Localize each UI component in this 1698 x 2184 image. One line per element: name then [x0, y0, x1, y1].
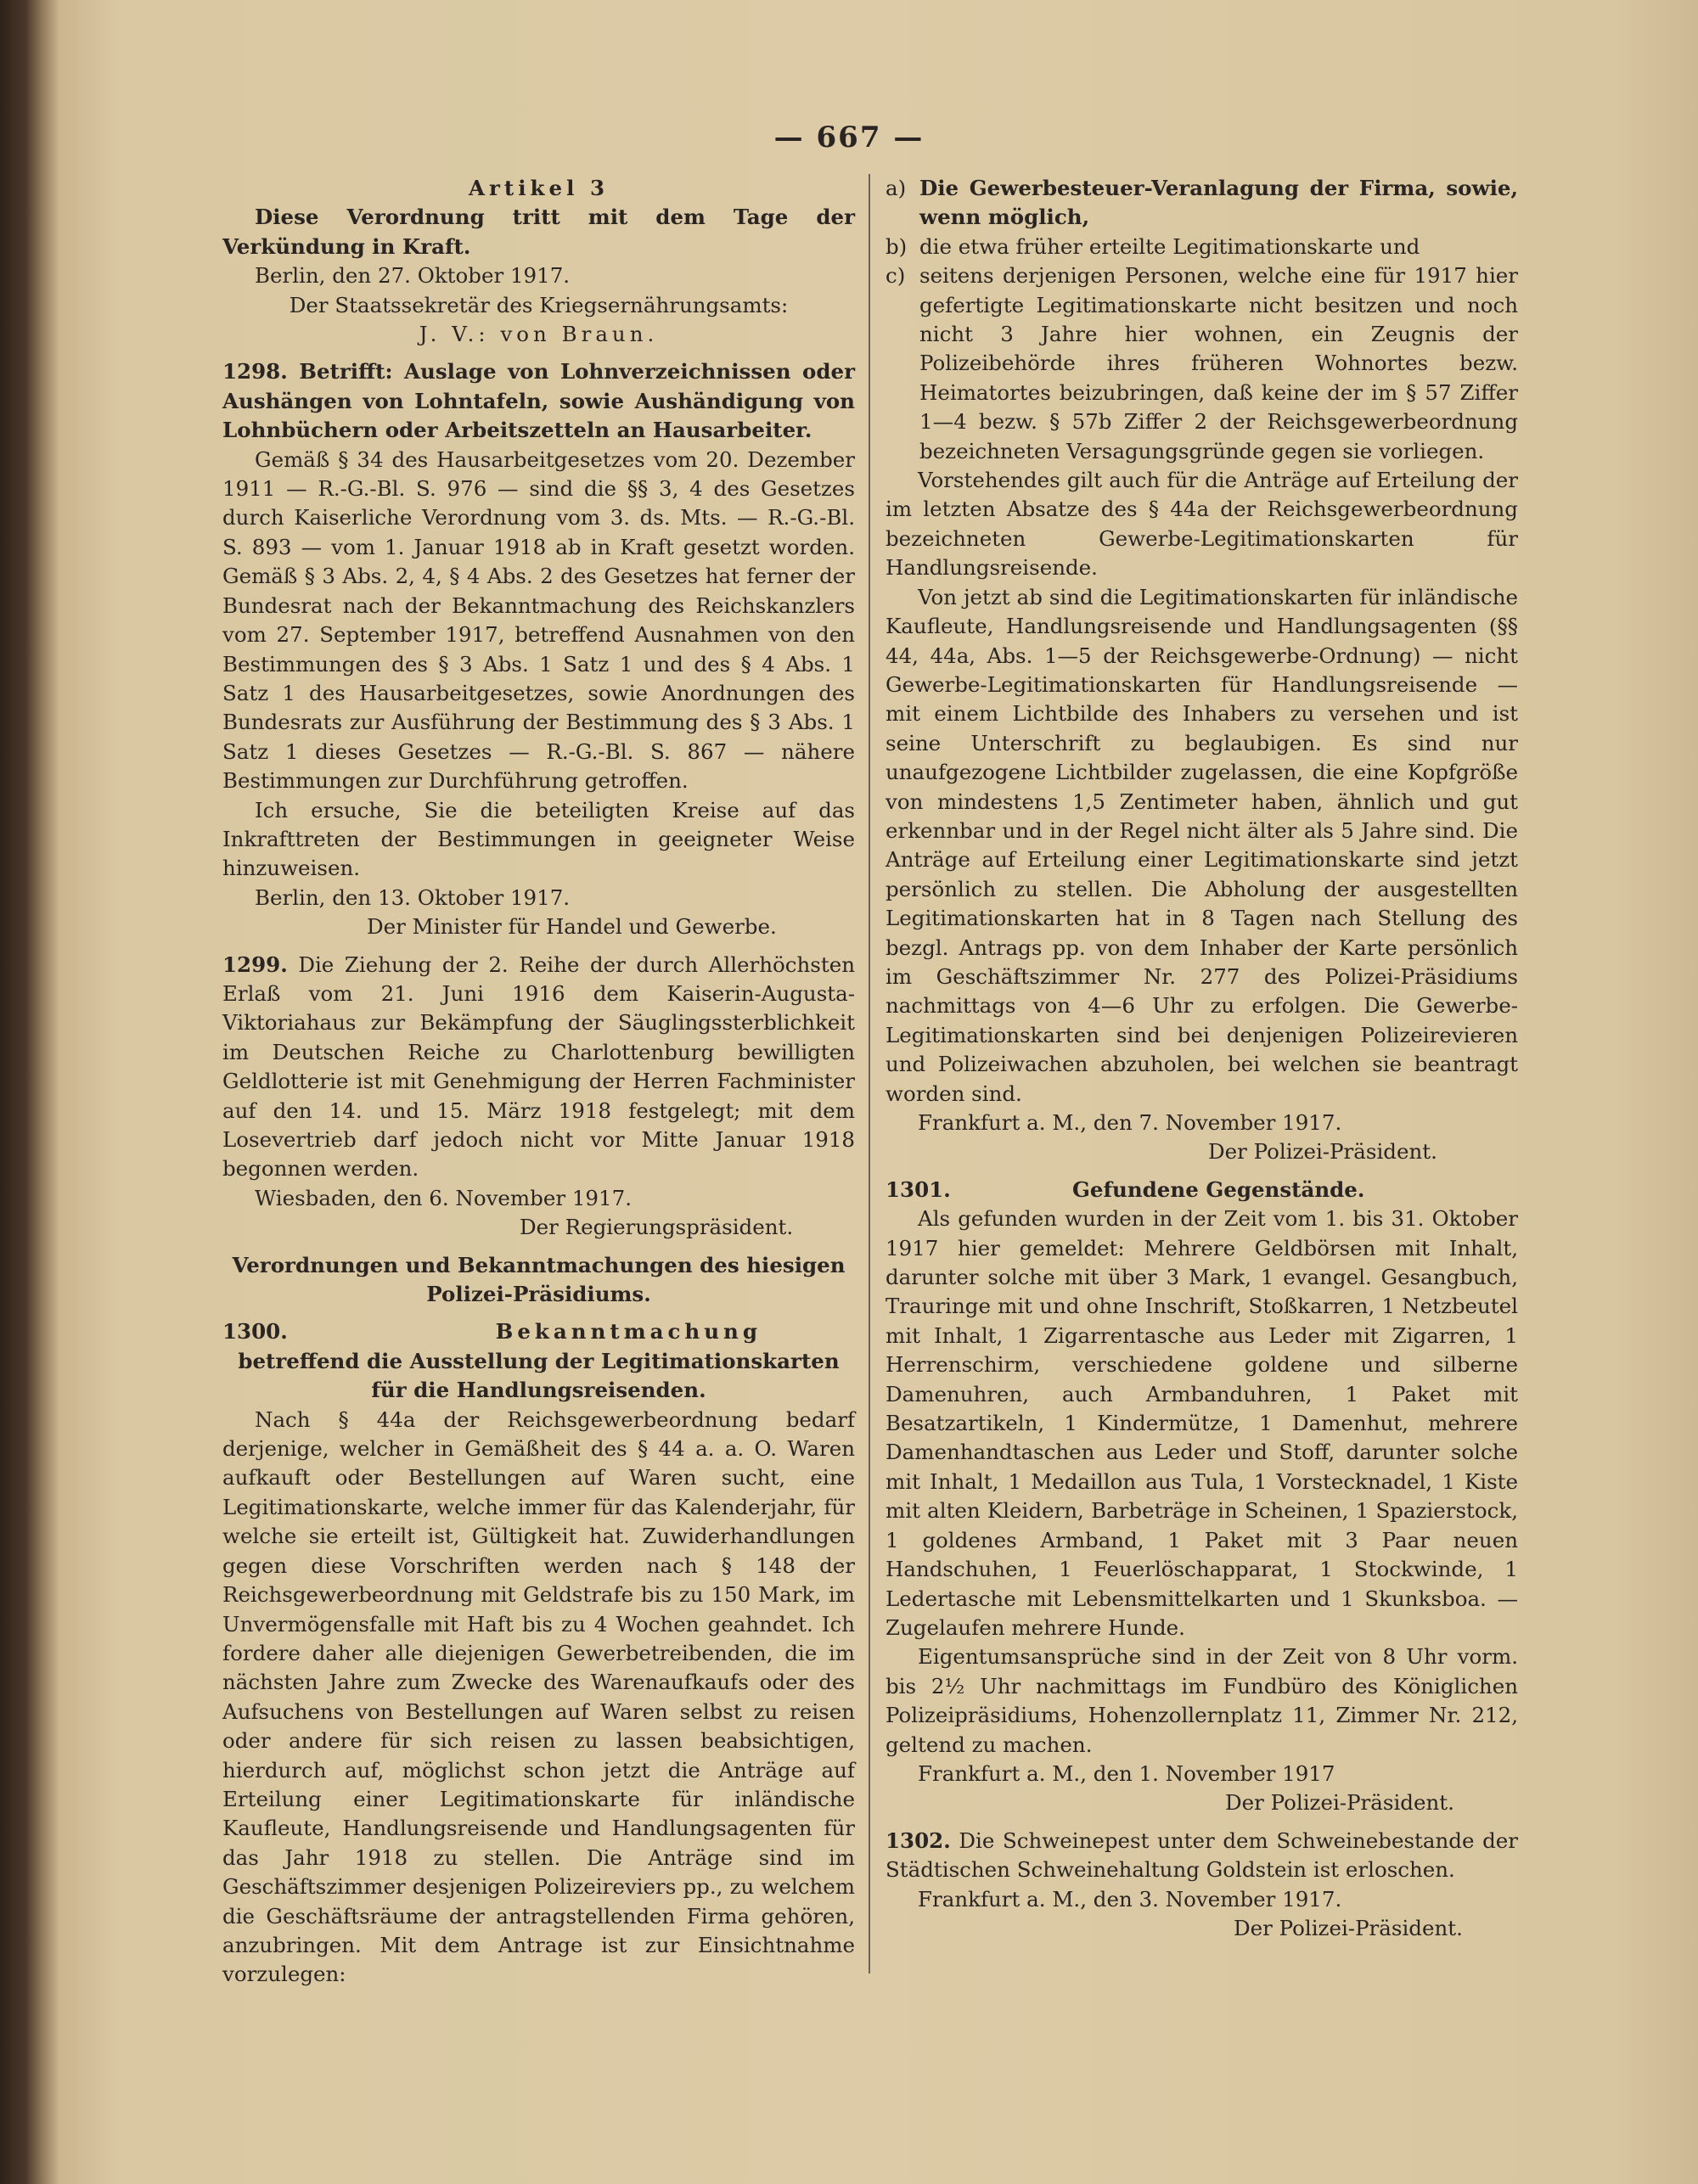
notice-1298-paragraph: Ich ersuche, Sie die beteiligten Kreise auf das Inkrafttreten der Bestimmungen in geeigneter Weise hinzuweisen.: [222, 797, 855, 881]
notice-1300-header: [222, 1317, 855, 1346]
notice-1301-paragraph: Als gefunden wurden in der Zeit vom 1. bis 31. Oktober 1917 hier gemeldet: Mehrere Geldbörsen mit Inhalt, darunter solche mit über 3 Mark, 1 evangel. Gesangbuch, Trauringe mit und ohne Inschrift, Stoßkarren, 1 Netzbeutel mit Inhalt, 1 Zigarrentasche aus Leder mit Zigarren, 1 Herrenschirm, verschiedene goldene und silberne Damenuhren, auch Armbanduhren, 1 Paket mit Besatzartikeln, 1 Kindermütze, 1 Damenhut, mehrere Damenhandtaschen aus Leder und Stoff, darunter solche mit Inhalt, 1 Medaillon aus Tula, 1 Vorstecknadel, 1 Kiste mit alten Kleidern, Barbeträge in Scheinen, 1 Spazierstock, 1 goldenes Armband, 1 Paket mit 3 Paar neuen Handschuhen, 1 Feuerlöschapparat, 1 Stockwinde, 1 Ledertasche mit Lebensmittelkarten und 1 Skunksboa. — Zugelaufen mehrere Hunde.: [886, 1206, 1518, 1640]
notice-1300-paragraph: Von jetzt ab sind die Legitimationskarten für inländische Kaufleute, Handlungsreisende und Handlungsagenten (§§ 44, 44a, Abs. 1—5 der Reichsgewerbe-Ordnung) — nicht Gewerbe-Legitimationskarten für Handlungsreisende — mit einem Lichtbilde des Inhabers zu versehen und ist seine Unterschrift zu beglaubigen. Es sind nur unaufgezogene Lichtbilder zugelassen, die eine Kopfgröße von mindestens 1,5 Zentimeter haben, ähnlich und gut erkennbar und in der Regel nicht älter als 5 Jahre sind. Die Anträge auf Erteilung einer Legitimationskarte sind jetzt persönlich zu stellen. Die Abholung der ausgestellten Legitimationskarten hat in 8 Tagen nach Stellung des bezgl. Antrags pp. von dem Inhaber der Karte persönlich im Geschäftszimmer Nr. 277 des Polizei-Präsidiums nachmittags von 4—6 Uhr zu erfolgen. Die Gewerbe-Legitimationskarten sind bei denjenigen Polizeirevieren und Polizeiwachen abzuholen, bei welchen sie beantragt worden sind.: [886, 584, 1518, 1106]
notice-title: Gefundene Gegenstände.: [1072, 1176, 1365, 1202]
notice-1301-date: Frankfurt a. M., den 1. November 1917: [918, 1760, 1335, 1786]
list-label: b): [886, 233, 908, 259]
notice-number: 1302.: [886, 1827, 951, 1853]
notice-title: Betrifft: Auslage von Lohnverzeichnissen oder Aushängen von Lohntafeln, sowie Aushändigung von Lohnbüchern oder Arbeitszetteln an Hausarbeiter.: [222, 359, 856, 443]
section-title: Verordnungen und Bekanntmachungen des hiesigen Polizei-Präsidiums.: [232, 1252, 846, 1307]
notice-1300-date: Frankfurt a. M., den 7. November 1917.: [918, 1110, 1342, 1135]
article-3-title: Artikel 3: [469, 176, 609, 200]
list-label: c): [886, 263, 906, 289]
notice-1302-text: [886, 1827, 1518, 1885]
page-number: — 667 —: [773, 121, 925, 154]
article-3-date: Berlin, den 27. Oktober 1917.: [255, 263, 571, 289]
notice-1299-date: Wiesbaden, den 6. November 1917.: [255, 1185, 632, 1210]
list-item: [886, 174, 1518, 233]
article-3-text: Diese Verordnung tritt mit dem Tage der Verkündung in Kraft.: [222, 205, 855, 259]
notice-1301-paragraph: Eigentumsansprüche sind in der Zeit von 8 Uhr vorm. bis 2½ Uhr nachmittags im Fundbüro des Königlichen Polizeipräsidiums, Hohenzollernplatz 11, Zimmer Nr. 212, geltend zu machen.: [886, 1644, 1518, 1757]
notice-1301-signature: Der Polizei-Präsident.: [1225, 1790, 1454, 1816]
list-label: a): [886, 176, 907, 200]
column-divider: [869, 174, 870, 1973]
left-column: [222, 174, 855, 1990]
notice-1299-signature: Der Regierungspräsident.: [520, 1215, 794, 1240]
list-text: seitens derjenigen Personen, welche eine für 1917 hier gefertigte Legitimationskarte nicht besitzen und noch nicht 3 Jahre hier wohnen, ein Zeugnis der Polizeibehörde ihres früheren Wohnortes bezw. Heimatortes beizubringen, daß keine der im § 57 Ziffer 1—4 bezw. § 57b Ziffer 2 der Reichsgewerbeordnung bezeichneten Versagungsgründe gegen sie vorliegen.: [919, 263, 1518, 463]
notice-1302-signature: Der Polizei-Präsident.: [1234, 1915, 1463, 1940]
notice-1300-paragraph: Nach § 44a der Reichsgewerbeordnung bedarf derjenige, welcher in Gemäßheit des § 44 a. a. O. Waren aufkauft oder Bestellungen auf Waren sucht, eine Legitimationskarte, welche immer für das Kalenderjahr, für welche sie erteilt ist, Gültigkeit hat. Zuwiderhandlungen gegen diese Vorschriften werden nach § 148 der Reichsgewerbeordnung mit Geldstrafe bis zu 150 Mark, im Unvermögensfalle mit Haft bis zu 4 Wochen geahndet. Ich fordere daher alle diejenigen Gewerbetreibenden, die im nächsten Jahre zum Zwecke des Warenaufkaufs oder des Aufsuchens von Bestellungen auf Waren selbst zu reisen oder andere für sich reisen zu lassen beabsichtigen, hierdurch auf, möglichst schon jetzt die Anträge auf Erteilung einer Legitimationskarte für inländische Kaufleute, Handlungsreisende und Handlungsagenten für das Jahr 1918 zu stellen. Die Anträge sind im Geschäftszimmer desjenigen Polizeireviers pp., zu welchem die Geschäftsräume der antragstellenden Firma gehören, anzubringen. Mit dem Antrage ist zur Einsichtnahme vorzulegen:: [222, 1406, 855, 1987]
list-text: die etwa früher erteilte Legitimationskarte und: [919, 233, 1420, 259]
notice-1301-header: [886, 1176, 1518, 1204]
notice-heading: Bekanntmachung: [495, 1319, 762, 1345]
article-3-signature-title: Der Staatssekretär des Kriegsernährungsamts:: [289, 292, 789, 317]
notice-number: 1301.: [886, 1176, 951, 1202]
notice-1300-signature: Der Polizei-Präsident.: [1208, 1139, 1437, 1165]
notice-body: Die Ziehung der 2. Reihe der durch Allerhöchsten Erlaß vom 21. Juni 1916 dem Kaiserin-Augusta-Viktoriahaus zur Bekämpfung der Säuglingssterblichkeit im Deutschen Reiche zu Charlottenburg bewilligten Geldlotterie ist mit Genehmigung der Herren Fachminister auf den 14. und 15. März 1918 festgelegt; mit dem Losevertrieb darf jedoch nicht vor Mitte Januar 1918 begonnen werden.: [222, 952, 855, 1182]
notice-1300-subtitle: betreffend die Ausstellung der Legitimationskarten für die Handlungsreisenden.: [238, 1348, 840, 1403]
article-3-signature: J. V.: von Braun.: [419, 322, 659, 347]
list-text: Die Gewerbesteuer-Veranlagung der Firma, sowie, wenn möglich,: [919, 176, 1518, 230]
notice-1300-paragraph: Vorstehendes gilt auch für die Anträge auf Erteilung der im letzten Absatze des § 44a der Reichsgewerbeordnung bezeichneten Gewerbe-Legitimationskarten für Handlungsreisende.: [886, 468, 1518, 581]
list-item: [886, 261, 1518, 466]
notice-1298-signature: Der Minister für Handel und Gewerbe.: [367, 914, 777, 940]
right-column: [886, 174, 1518, 1943]
notice-1298-paragraph: Gemäß § 34 des Hausarbeitgesetzes vom 20. Dezember 1911 — R.-G.-Bl. S. 976 — sind die §§ 3, 4 des Gesetzes durch Kaiserliche Verordnung vom 3. ds. Mts. — R.-G.-Bl. S. 893 — vom 1. Januar 1918 ab in Kraft gesetzt worden. Gemäß § 3 Abs. 2, 4, § 4 Abs. 2 des Gesetzes hat ferner der Bundesrat nach der Bekanntmachung des Reichskanzlers vom 27. September 1917, betreffend Ausnahmen von den Bestimmungen des § 3 Abs. 1 Satz 1 und des § 4 Abs. 1 Satz 1 des Hausarbeitgesetzes, sowie Anordnungen des Bundesrats zur Ausführung der Bestimmung des § 3 Abs. 1 Satz 1 dieses Gesetzes — R.-G.-Bl. S. 867 — nähere Bestimmungen zur Durchführung getroffen.: [222, 446, 855, 794]
notice-1298-date: Berlin, den 13. Oktober 1917.: [255, 884, 571, 910]
notice-number: 1298.: [222, 359, 288, 385]
notice-number: 1299.: [222, 952, 288, 977]
notice-1299-text: [222, 951, 855, 1184]
notice-body: Die Schweinepest unter dem Schweinebestande der Städtischen Schweinehaltung Goldstein ist erloschen.: [886, 1827, 1518, 1883]
notice-1298-title: [222, 357, 855, 445]
list-item: [886, 233, 1518, 261]
notice-number: 1300.: [222, 1319, 288, 1345]
notice-1302-date: Frankfurt a. M., den 3. November 1917.: [918, 1886, 1342, 1912]
